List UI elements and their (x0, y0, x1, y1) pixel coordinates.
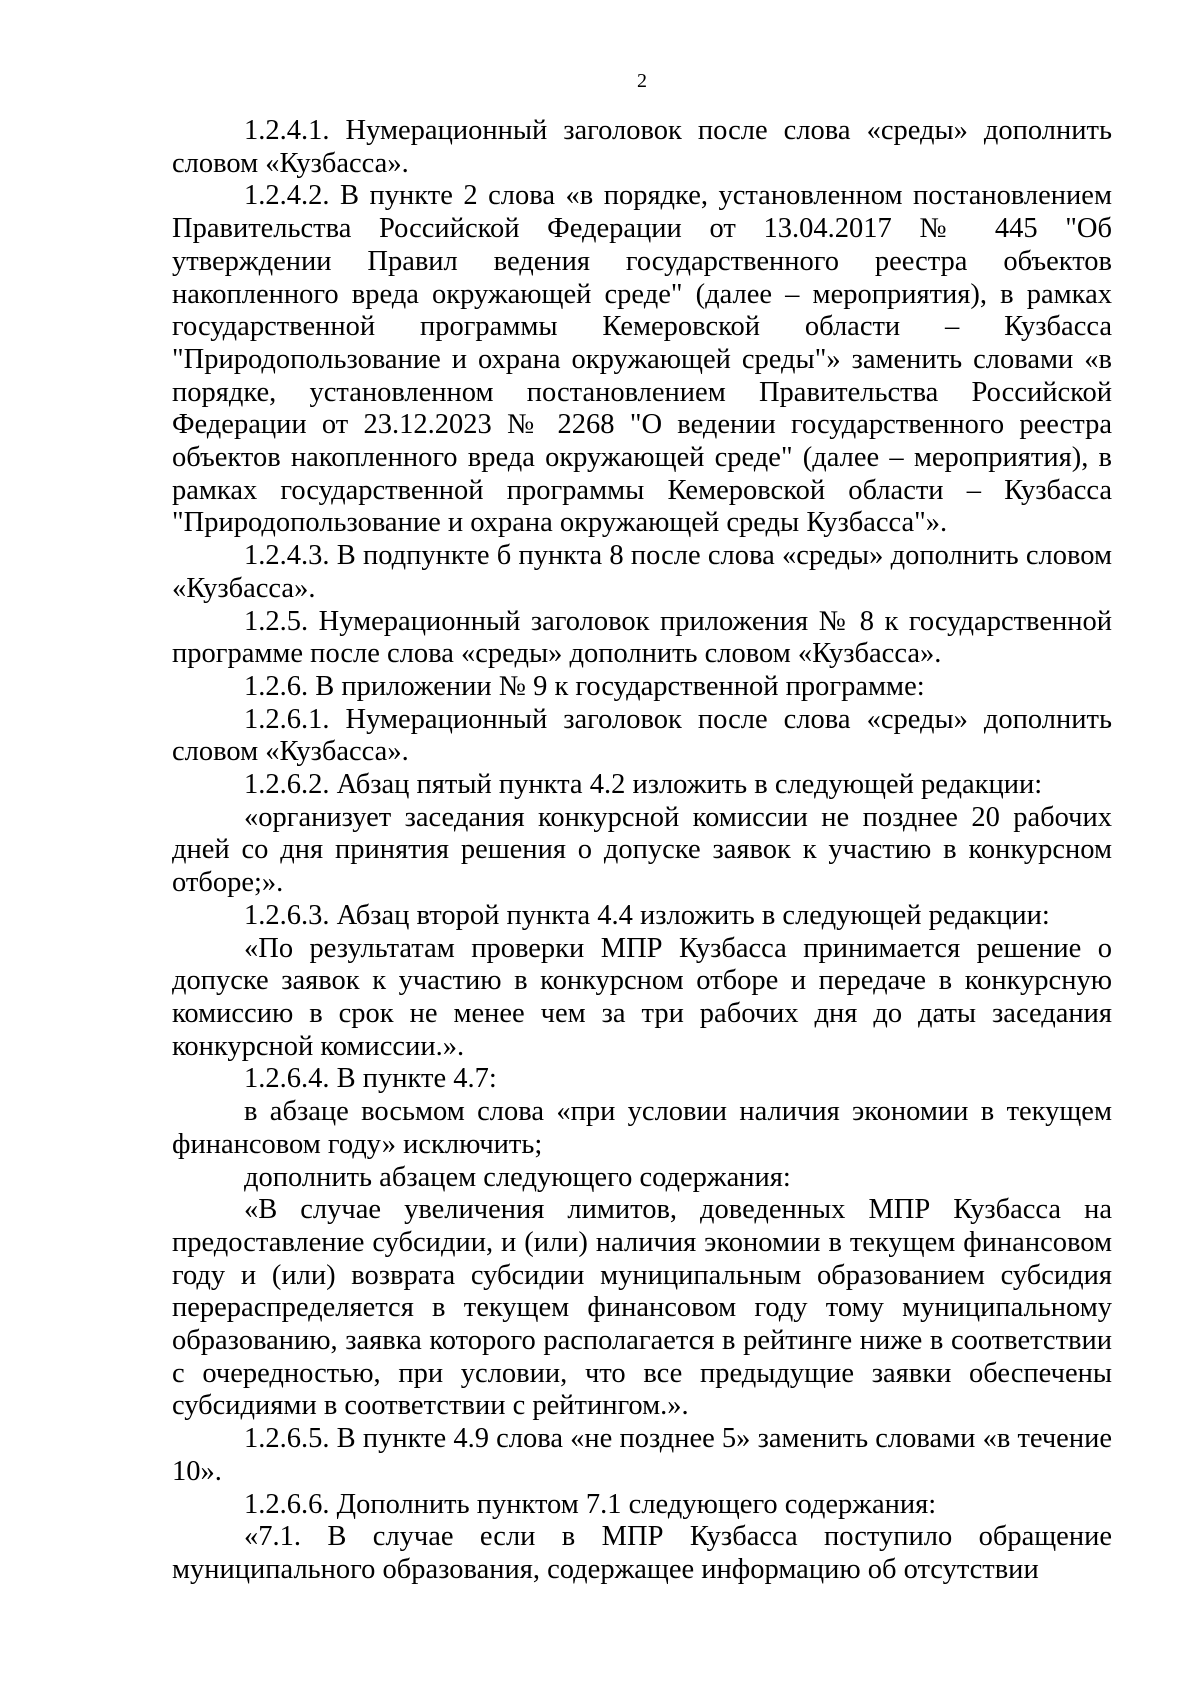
paragraph-1-2-6-3: 1.2.6.3. Абзац второй пункта 4.4 изложить в следующей редакции: (244, 899, 1050, 931)
paragraph-1-2-6-6: 1.2.6.6. Дополнить пунктом 7.1 следующего содержания: (244, 1488, 937, 1520)
paragraph-1-2-6: 1.2.6. В приложении № 9 к государственной программе: (244, 670, 925, 702)
paragraph-1-2-4-3: 1.2.4.3. В подпункте б пункта 8 после слова «среды» дополнить словом «Кузбасса». (172, 540, 1112, 604)
paragraph-add-abzac: дополнить абзацем следующего содержания: (244, 1161, 791, 1193)
paragraph-1-2-6-5: 1.2.6.5. В пункте 4.9 слова «не позднее 5» заменить словами «в течение 10». (172, 1423, 1112, 1487)
paragraph-1-2-4-2: 1.2.4.2. В пункте 2 слова «в порядке, установленном постановлением Правительства Российской Федерации от 13.04.2017 № 445 "Об утверждении Правил ведения государственного реестра объектов накопленного вреда окружающей среде" (далее – мероприятия), в рамках государственной программы Кемеровской области – Кузбасса "Природопользование и охрана окружающей среды"» заменить словами «в порядке, установленном постановлением Правительства Российской Федерации от 23.12.2023 № 2268 "О ведении государственного реестра объектов накопленного вреда окружающей среде" (далее – мероприятия), в рамках государственной программы Кемеровской области – Кузбасса "Природопользование и охрана окружающей среды Кузбасса"». (172, 180, 1112, 539)
document-body (172, 115, 1112, 1587)
paragraph-1-2-4-1: 1.2.4.1. Нумерационный заголовок после слова «среды» дополнить словом «Кузбасса». (172, 115, 1112, 179)
paragraph-1-2-6-2: 1.2.6.2. Абзац пятый пункта 4.2 изложить в следующей редакции: (244, 769, 1043, 801)
quoted-text-7-1: «7.1. В случае если в МПР Кузбасса поступило обращение муниципального образования, содержащее информацию об отсутствии (172, 1521, 1112, 1585)
paragraph-1-2-6-4: 1.2.6.4. В пункте 4.7: (244, 1063, 497, 1095)
quoted-text-4-2: «организует заседания конкурсной комиссии не позднее 20 рабочих дней со дня принятия решения о допуске заявок к участию в конкурсном отборе;». (172, 801, 1112, 899)
quoted-text-4-7: «В случае увеличения лимитов, доведенных МПР Кузбасса на предоставление субсидии, и (или) наличия экономии в текущем финансовом году и (или) возврата субсидии муниципальным образованием субсидия перераспределяется в текущем финансовом году тому муниципальному образованию, заявка которого располагается в рейтинге ниже в соответствии с очередностью, при условии, что все предыдущие заявки обеспечены субсидиями в соответствии с рейтингом.». (172, 1194, 1112, 1422)
quoted-text-4-4: «По результатам проверки МПР Кузбасса принимается решение о допуске заявок к участию в конкурсном отборе и передаче в конкурсную комиссию в срок не менее чем за три рабочих дня до даты заседания конкурсной комиссии.». (172, 932, 1112, 1062)
paragraph-1-2-6-1: 1.2.6.1. Нумерационный заголовок после слова «среды» дополнить словом «Кузбасса». (172, 703, 1112, 768)
page-number: 2 (637, 70, 647, 92)
paragraph-1-2-5: 1.2.5. Нумерационный заголовок приложения № 8 к государственной программе после слова «среды» дополнить словом «Кузбасса». (172, 605, 1112, 670)
paragraph-abzac-8: в абзаце восьмом слова «при условии наличия экономии в текущем финансовом году» исключить; (172, 1096, 1112, 1160)
